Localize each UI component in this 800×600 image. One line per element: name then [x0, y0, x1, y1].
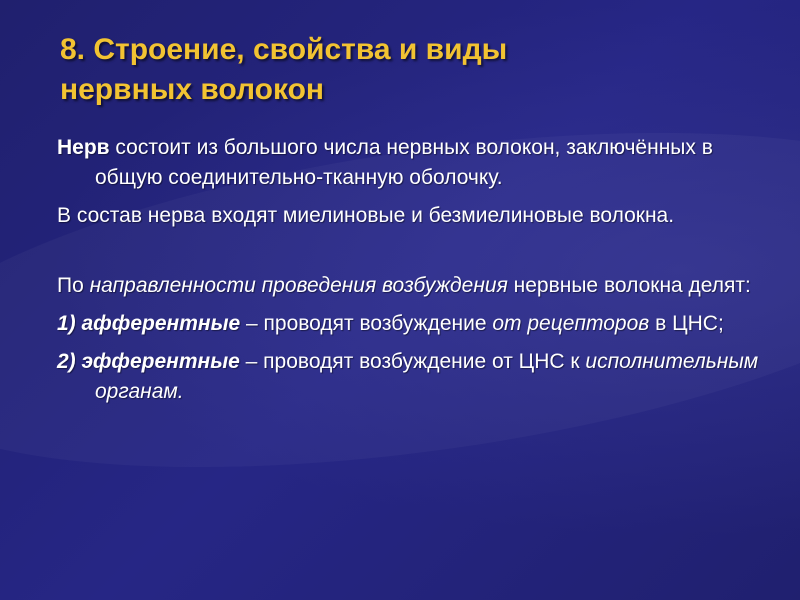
slide-body [57, 133, 772, 407]
title-line-2: нервных волокон [60, 73, 325, 106]
list-item-efferent [57, 347, 772, 407]
term-nerve: Нерв [57, 136, 110, 159]
nerve-definition-text: состоит из большого числа нервных волокон, заключённых в общую соединительно-тканную оболочку. [95, 136, 713, 189]
term-afferent: 1) афферентные [57, 312, 241, 335]
afferent-mid: – проводят возбуждение [240, 312, 493, 335]
title-line-1: 8. Строение, свойства и виды [60, 33, 508, 66]
afferent-source: от рецепторов [492, 312, 650, 335]
efferent-mid: – проводят возбуждение от ЦНС к [239, 350, 586, 373]
classification-rest: нервные волокна делят: [507, 274, 751, 297]
slide-title [60, 30, 760, 110]
term-efferent: 2) эфферентные [57, 350, 240, 373]
afferent-rest: в ЦНС; [649, 312, 724, 335]
paragraph-nerve-definition [57, 133, 772, 193]
paragraph-classification [57, 271, 772, 301]
list-item-afferent [57, 309, 772, 339]
paragraph-nerve-composition [57, 201, 772, 231]
classification-criterion: направленности проведения возбуждения [89, 274, 508, 297]
efferent-target: исполнительным органам. [95, 350, 759, 403]
classification-lead: По [57, 274, 90, 297]
nerve-composition-text: В состав нерва входят миелиновые и безмиелиновые волокна. [57, 204, 675, 227]
